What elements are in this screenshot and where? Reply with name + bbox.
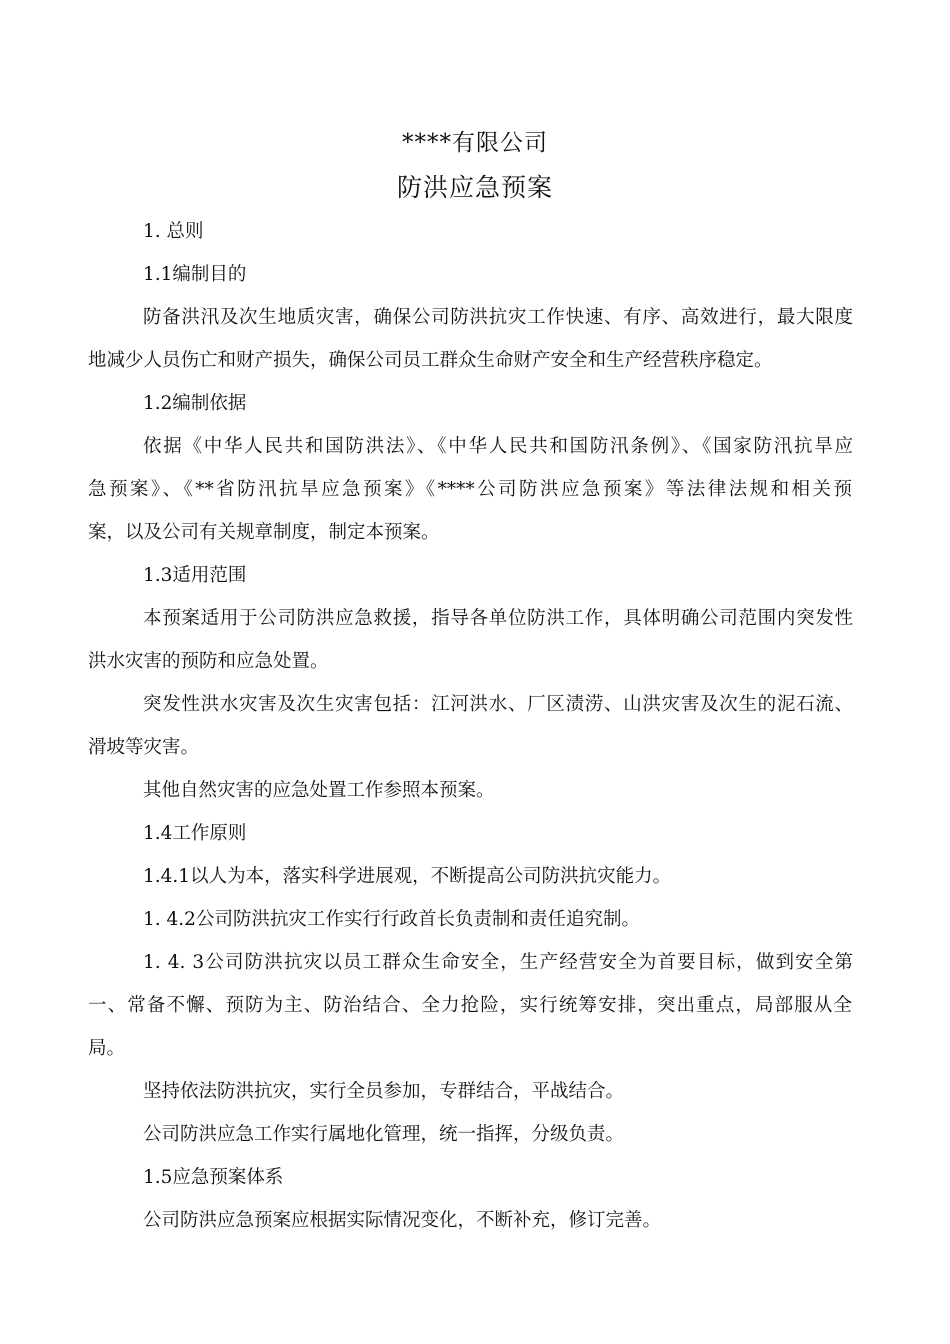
paragraph-line: 地减少人员伤亡和财产损失，确保公司员工群众生命财产安全和生产经营秩序稳定。 xyxy=(88,350,773,371)
paragraph-line: 滑坡等灾害。 xyxy=(88,737,200,758)
paragraph-line: 急预案》、《**省防汛抗旱应急预案》《****公司防洪应急预案》等法律法规和相关预 xyxy=(88,479,852,500)
paragraph-line: 公司防洪应急预案应根据实际情况变化，不断补充，修订完善。 xyxy=(143,1210,662,1231)
paragraph-line: 1.4.1以人为本，落实科学进展观，不断提高公司防洪抗灾能力。 xyxy=(143,866,672,887)
paragraph-line: 坚持依法防洪抗灾，实行全员参加，专群结合，平战结合。 xyxy=(143,1081,625,1102)
paragraph-line: 公司防洪应急工作实行属地化管理，统一指挥，分级负责。 xyxy=(143,1124,625,1145)
paragraph-line: 洪水灾害的预防和应急处置。 xyxy=(88,651,329,672)
paragraph-line: 一、常备不懈、预防为主、防治结合、全力抢险，实行统筹安排，突出重点，局部服从全 xyxy=(88,995,852,1016)
subsection-heading: 1.3适用范围 xyxy=(143,565,247,586)
paragraph-line: 依据《中华人民共和国防洪法》、《中华人民共和国防汛条例》、《国家防汛抗旱应 xyxy=(143,436,853,457)
paragraph-line: 局。 xyxy=(88,1038,126,1059)
paragraph-line: 本预案适用于公司防洪应急救援，指导各单位防洪工作，具体明确公司范围内突发性 xyxy=(143,608,853,629)
paragraph-line: 防备洪汛及次生地质灾害，确保公司防洪抗灾工作快速、有序、高效进行，最大限度 xyxy=(143,307,853,328)
document-title: 防洪应急预案 xyxy=(396,173,553,202)
subsection-heading: 1.2编制依据 xyxy=(143,393,247,414)
paragraph-line: 突发性洪水灾害及次生灾害包括：江河洪水、厂区渍涝、山洪灾害及次生的泥石流、 xyxy=(143,694,853,715)
paragraph-line: 其他自然灾害的应急处置工作参照本预案。 xyxy=(143,780,495,801)
section-heading: 1. 总则 xyxy=(143,221,204,242)
subsection-heading: 1.4工作原则 xyxy=(143,823,247,844)
paragraph-line: 案，以及公司有关规章制度，制定本预案。 xyxy=(88,522,440,543)
paragraph-line: 1. 4.2公司防洪抗灾工作实行行政首长负责制和责任追究制。 xyxy=(143,909,640,930)
subsection-heading: 1.1编制目的 xyxy=(143,264,247,285)
company-name: ****有限公司 xyxy=(402,130,548,156)
subsection-heading: 1.5应急预案体系 xyxy=(143,1167,284,1188)
paragraph-line: 1. 4. 3公司防洪抗灾以员工群众生命安全，生产经营安全为首要目标，做到安全第 xyxy=(143,952,853,973)
